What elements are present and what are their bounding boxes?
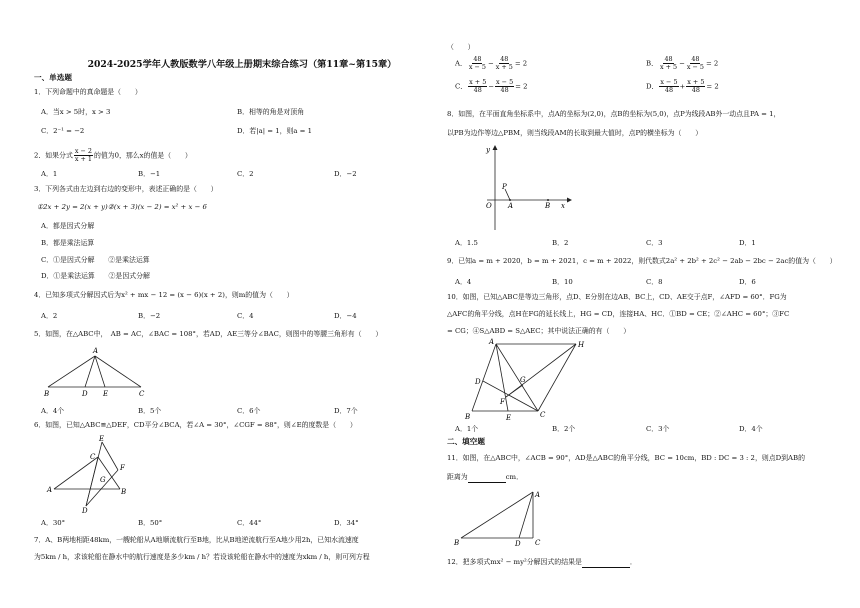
q2-option-d[interactable]: D．−2 [334, 170, 357, 178]
q7-stem-line1: 7．A、B两地相距48km，一艘轮船从A地顺流航行至B地，比从B地逆流航行至A地少用2h，已知水流速度 [34, 536, 359, 544]
q7-c-den2: 48 [500, 86, 509, 94]
q7-a-op: − [487, 59, 494, 68]
q10-label-e: E [506, 414, 512, 422]
q7-option-b[interactable] [646, 56, 718, 71]
q2-option-a[interactable]: A．1 [41, 170, 58, 178]
q8-label-y: y [486, 146, 490, 154]
q8-label-a: A [508, 202, 514, 210]
q5-label-b: B [44, 390, 50, 398]
q10-label-h: H [578, 341, 585, 349]
q2-stem-pre: 2．如果分式 [34, 151, 73, 160]
q7-c-num2: x − 5 [496, 78, 514, 86]
q4-option-b[interactable]: B．−2 [138, 312, 161, 320]
q6-triangles-figure [46, 434, 136, 514]
q7-b-num1: 48 [664, 55, 673, 63]
q7-option-a-fraction2 [495, 56, 514, 71]
q8-stem-line2: 以PB为边作等边△PBM，则当线段AM的长取到最大值时，点P的横坐标为（ ） [447, 129, 703, 137]
q11-answer-blank[interactable] [468, 473, 506, 483]
q1-option-b[interactable]: B．相等的角是对顶角 [237, 108, 305, 116]
q7-b-num2: 48 [691, 55, 700, 63]
q5-stem: 5．如图，在△ABC中， AB = AC，∠BAC = 108°，若AD，AE三等分∠BAC，则图中的等腰三角形有（ ） [34, 330, 383, 338]
q3-expression: ①2x + 2y = 2(x + y)②(x + 3)(x − 2) = x² + x − 6 [37, 203, 207, 211]
q7-option-a-letter: A． [455, 59, 467, 68]
q7-d-result: = 2 [706, 82, 719, 91]
q7-c-result: = 2 [515, 82, 528, 91]
q5-option-b[interactable]: B．5个 [138, 407, 162, 415]
q12-suffix: ． [629, 558, 637, 566]
q10-triangle-figure [461, 337, 601, 422]
q12-stem [447, 558, 637, 568]
q10-stem-line3: = CG；④S△ABD = S△AEC；其中说法正确的有（ ） [447, 327, 631, 335]
q3-option-b[interactable]: B．都是乘法运算 [41, 239, 95, 247]
q11-label-b: B [454, 539, 460, 547]
q8-option-b[interactable]: B．2 [552, 239, 569, 247]
q6-stem: 6．如图，已知△ABC≌△DEF，CD平分∠BCA，若∠A = 30°，∠CGF = 88°，则∠E的度数是（ ） [34, 421, 357, 429]
q4-stem: 4．已知多项式分解因式后为x² + mx − 12 = (x − 6)(x + 2)，则m的值为（ ） [34, 291, 294, 299]
q10-option-d[interactable]: D．4个 [739, 425, 763, 433]
q8-option-d[interactable]: D．1 [739, 239, 756, 247]
right-column [447, 0, 842, 608]
q7-d-den1: 48 [664, 86, 674, 94]
q7-stem-continued: （ ） [447, 43, 475, 51]
q5-option-d[interactable]: D．7个 [334, 407, 358, 415]
q7-option-b-fraction1 [659, 56, 678, 71]
q7-option-b-letter: B． [646, 59, 658, 68]
q7-option-d[interactable] [646, 79, 719, 94]
q11-label-d: D [515, 540, 521, 548]
q3-option-c[interactable]: C．①是因式分解 ②是乘法运算 [41, 256, 150, 264]
q7-option-d-fraction1 [659, 79, 678, 94]
q10-label-c: C [540, 411, 546, 419]
q8-label-b: B [545, 202, 551, 210]
q11-stem-line1: 11．如图，在△ABC中，∠ACB = 90°，AD是△ABC的角平分线，BC = 10cm，BD : DC = 3 : 2，则点D到AB的 [447, 454, 805, 462]
q6-label-f: F [120, 464, 125, 472]
q5-label-d: D [82, 390, 88, 398]
q9-option-c[interactable]: C．8 [646, 278, 663, 286]
q7-b-den1: x + 5 [659, 63, 678, 71]
q10-stem-line2: △AFC的角平分线，点H在FG的延长线上，HG = CD，连接HA、HC．①BD = CE；②∠AHC = 60°；③FC [447, 310, 790, 318]
q5-label-e: E [103, 390, 109, 398]
section-fill-in: 二、填空题 [447, 437, 485, 446]
q4-option-c[interactable]: C．4 [237, 312, 254, 320]
q7-a-num2: 48 [500, 55, 509, 63]
q6-option-a[interactable]: A．30° [41, 519, 66, 527]
q10-option-a[interactable]: A．1个 [455, 425, 479, 433]
q9-stem: 9．已知a = m + 2020，b = m + 2021，c = m + 2022，则代数式2a² + 2b² + 2c² − 2ab − 2bc − 2ac的值为（ ） [447, 257, 837, 265]
q8-label-x: x [561, 202, 565, 210]
q7-option-c-fraction2 [495, 79, 514, 94]
left-column [34, 0, 429, 608]
q2-stem-post: 的值为0，那么x的值是（ ） [93, 151, 192, 160]
q6-label-d: D [82, 507, 88, 514]
q11-label-a: A [535, 491, 541, 499]
q5-label-a: A [93, 347, 99, 355]
q7-d-num2: x + 5 [687, 78, 705, 86]
q2-option-b[interactable]: B．−1 [138, 170, 161, 178]
q2-option-c[interactable]: C．2 [237, 170, 254, 178]
q8-stem-line1: 8．如图，在平面直角坐标系中，点A的坐标为(2,0)，点B的坐标为(5,0)，点P为线段AB外一动点且PA = 1， [447, 110, 781, 118]
q10-label-f: F [500, 398, 505, 406]
q4-option-d[interactable]: D．−4 [334, 312, 357, 320]
q6-label-a: A [47, 486, 53, 494]
q10-stem-line1: 10．如图，已知△ABC是等边三角形，点D、E分别在边AB、BC上，CD、AE交于点F，∠AFD = 60°．FG为 [447, 293, 787, 301]
q5-option-c[interactable]: C．6个 [237, 407, 261, 415]
q7-option-d-letter: D． [646, 82, 659, 91]
q5-option-a[interactable]: A．4个 [41, 407, 65, 415]
q7-d-num1: x − 5 [660, 78, 678, 86]
q12-answer-blank[interactable] [582, 558, 630, 568]
q2-fraction-numerator: x − 2 [74, 147, 92, 155]
q2-fraction-denominator: x + 1 [74, 155, 92, 163]
q7-d-op: + [679, 82, 686, 91]
q10-label-a: A [489, 338, 495, 346]
q10-label-b: B [465, 413, 471, 421]
q11-right-triangle-figure [451, 488, 546, 548]
q7-d-den2: 48 [691, 86, 700, 94]
q7-a-result: = 2 [514, 59, 528, 68]
q7-a-den2: x + 5 [495, 63, 513, 71]
q4-option-a[interactable]: A．2 [41, 312, 58, 320]
q7-option-c-fraction1 [468, 79, 487, 94]
q7-c-num1: x + 5 [469, 78, 487, 86]
q11-stem-line2 [447, 473, 523, 483]
q6-label-g: G [100, 476, 106, 484]
q1-option-d[interactable]: D．若|a| = 1，则a = 1 [237, 127, 313, 135]
q6-label-e: E [99, 435, 105, 443]
q1-option-c[interactable]: C．2⁻¹ = −2 [41, 127, 85, 135]
q7-b-op: − [679, 59, 685, 68]
q11-label-c: C [535, 539, 541, 547]
q11-prefix: 距离为 [447, 473, 468, 481]
q7-a-num1: 48 [473, 55, 482, 63]
q6-option-d[interactable]: D．34° [334, 519, 359, 527]
q6-label-b: B [121, 488, 127, 496]
q7-c-den1: 48 [473, 86, 482, 94]
q8-coordinate-figure [475, 144, 575, 232]
q10-option-b[interactable]: B．2个 [552, 425, 576, 433]
q7-option-a-fraction1 [468, 56, 487, 71]
q7-b-den2: x − 5 [686, 63, 704, 71]
q5-label-c: C [139, 390, 145, 398]
q2-stem [34, 148, 192, 163]
q8-option-c[interactable]: C．3 [646, 239, 663, 247]
q8-label-o: O [486, 202, 492, 210]
q9-option-a[interactable]: A．4 [455, 278, 472, 286]
q7-option-d-fraction2 [686, 79, 705, 94]
q2-fraction [74, 148, 93, 163]
q7-b-result: = 2 [705, 59, 719, 68]
q7-c-op: − [488, 82, 495, 91]
q6-option-c[interactable]: C．44° [237, 519, 262, 527]
q7-option-a[interactable] [455, 56, 527, 71]
q8-option-a[interactable]: A．1.5 [455, 239, 478, 247]
page-title: 2024-2025学年人教版数学八年级上册期末综合练习（第11章~第15章） [87, 59, 397, 70]
q11-suffix: cm． [505, 473, 523, 481]
section-single-choice: 一、单选题 [34, 73, 72, 82]
q1-stem: 1．下列命题中的真命题是（ ） [34, 88, 142, 96]
q3-stem: 3．下列各式由左边到右边的变形中，表述正确的是（ ） [34, 185, 218, 193]
q9-option-d[interactable]: D．6 [739, 278, 756, 286]
q12-prefix: 12．把多项式mx² − my²分解因式的结果是 [447, 558, 582, 566]
q7-a-den1: x − 5 [468, 63, 486, 71]
q10-label-g: G [520, 376, 526, 384]
q9-option-b[interactable]: B．10 [552, 278, 573, 286]
q6-label-c: C [90, 453, 96, 461]
q7-stem-line2: 为5km / h，求该轮船在静水中的航行速度是多少km / h？若设该轮船在静水中的速度为xkm / h，则可列方程 [34, 553, 370, 561]
q10-option-c[interactable]: C．3个 [646, 425, 670, 433]
q3-option-a[interactable]: A．都是因式分解 [41, 222, 95, 230]
q8-label-p: P [502, 183, 507, 191]
q6-option-b[interactable]: B．50° [138, 519, 163, 527]
q3-option-d[interactable]: D．①是乘法运算 ②是因式分解 [41, 272, 150, 280]
q1-option-a[interactable]: A．当x > 5时，x > 3 [41, 108, 111, 116]
q10-label-d: D [475, 378, 481, 386]
q7-option-c[interactable] [455, 79, 528, 94]
q7-option-b-fraction2 [686, 56, 705, 71]
q7-option-c-letter: C． [455, 82, 468, 91]
q5-triangle-figure [38, 343, 158, 398]
